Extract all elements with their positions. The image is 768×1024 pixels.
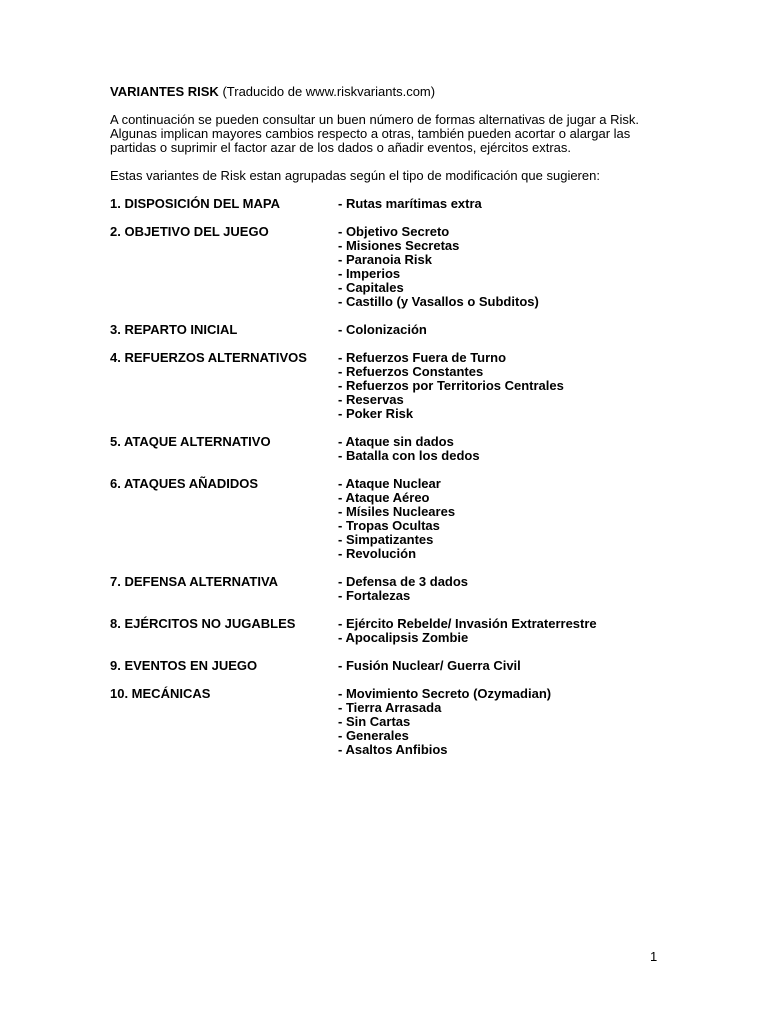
variant-group (110, 323, 650, 337)
intro-line: Algunas implican mayores cambios respecto a otras, también pueden acortar o alargar las (110, 126, 631, 141)
variant-group-items (338, 435, 650, 463)
variant-item: - Batalla con los dedos (338, 448, 480, 463)
variant-group-items (338, 659, 650, 673)
page-number: 1 (650, 949, 658, 964)
variant-groups (110, 197, 650, 757)
variant-item: - Misiones Secretas (338, 238, 460, 253)
variant-group-heading: 10. MECÁNICAS (110, 686, 211, 701)
variant-group (110, 351, 650, 421)
variant-group-items (338, 575, 650, 603)
intro-line: partidas o suprimir el factor azar de los dados o añadir eventos, ejércitos extras. (110, 140, 572, 155)
variant-item: - Ejército Rebelde/ Invasión Extraterrestre (338, 616, 597, 631)
variant-item: - Asaltos Anfibios (338, 742, 448, 757)
variant-group (110, 575, 650, 603)
variant-item: - Generales (338, 728, 409, 743)
variant-item: - Imperios (338, 266, 401, 281)
variant-item: - Ataque sin dados (338, 434, 454, 449)
variant-group-items (338, 323, 650, 337)
variant-group-heading: 7. DEFENSA ALTERNATIVA (110, 574, 279, 589)
variant-item: - Ataque Nuclear (338, 476, 441, 491)
variant-group (110, 435, 650, 463)
variant-item: - Capitales (338, 280, 404, 295)
variant-group-items (338, 617, 650, 645)
variant-item: - Reservas (338, 392, 404, 407)
variant-group-heading: 3. REPARTO INICIAL (110, 322, 238, 337)
variant-group-items (338, 197, 650, 211)
variant-group-heading: 6. ATAQUES AÑADIDOS (110, 476, 259, 491)
variant-item: - Simpatizantes (338, 532, 434, 547)
variant-item: - Ataque Aéreo (338, 490, 430, 505)
variant-item: - Defensa de 3 dados (338, 574, 469, 589)
variant-group-items (338, 225, 650, 309)
document-subtitle: (Traducido de www.riskvariants.com) (222, 84, 436, 99)
variant-group-items (338, 477, 650, 561)
summary-paragraph (110, 169, 650, 183)
variant-item: - Sin Cartas (338, 714, 411, 729)
summary-line: Estas variantes de Risk estan agrupadas según el tipo de modificación que sugieren: (110, 168, 600, 183)
variant-item: - Refuerzos Constantes (338, 364, 484, 379)
variant-group-heading: 9. EVENTOS EN JUEGO (110, 658, 258, 673)
document-title: VARIANTES RISK (110, 84, 219, 99)
variant-group-heading: 2. OBJETIVO DEL JUEGO (110, 224, 269, 239)
variant-group-heading: 1. DISPOSICIÓN DEL MAPA (110, 196, 280, 211)
variant-item: - Fusión Nuclear/ Guerra Civil (338, 658, 521, 673)
variant-item: - Poker Risk (338, 406, 414, 421)
variant-item: - Fortalezas (338, 588, 411, 603)
variant-item: - Revolución (338, 546, 417, 561)
variant-group (110, 477, 650, 561)
variant-group (110, 617, 650, 645)
variant-group-heading: 4. REFUERZOS ALTERNATIVOS (110, 350, 307, 365)
variant-group (110, 687, 650, 757)
variant-group (110, 659, 650, 673)
variant-item: - Apocalipsis Zombie (338, 630, 469, 645)
variant-item: - Tropas Ocultas (338, 518, 440, 533)
document-content (110, 85, 650, 771)
variant-group-heading: 5. ATAQUE ALTERNATIVO (110, 434, 271, 449)
variant-item: - Refuerzos por Territorios Centrales (338, 378, 564, 393)
variant-group-items (338, 687, 650, 757)
variant-item: - Paranoia Risk (338, 252, 432, 267)
document-title-line (110, 85, 650, 99)
variant-group-items (338, 351, 650, 421)
variant-group (110, 225, 650, 309)
intro-line: A continuación se pueden consultar un buen número de formas alternativas de jugar a Risk. (110, 112, 639, 127)
variant-item: - Castillo (y Vasallos o Subditos) (338, 294, 539, 309)
variant-item: - Movimiento Secreto (Ozymadian) (338, 686, 552, 701)
variant-item: - Colonización (338, 322, 427, 337)
intro-paragraph (110, 113, 650, 155)
variant-item: - Mísiles Nucleares (338, 504, 456, 519)
variant-item: - Rutas marítimas extra (338, 196, 482, 211)
variant-item: - Refuerzos Fuera de Turno (338, 350, 507, 365)
variant-item: - Tierra Arrasada (338, 700, 442, 715)
variant-group (110, 197, 650, 211)
variant-group-heading: 8. EJÉRCITOS NO JUGABLES (110, 616, 296, 631)
variant-item: - Objetivo Secreto (338, 224, 450, 239)
